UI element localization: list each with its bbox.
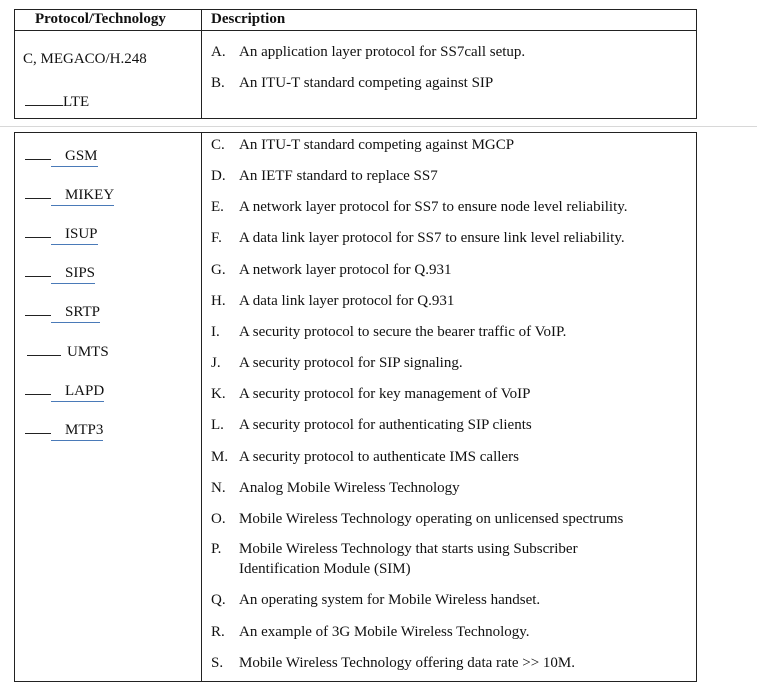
description-letter: A. [211,44,226,60]
top-table [14,9,697,119]
description-letter: G. [211,262,226,278]
bottom-table [14,132,697,682]
description-entry [211,75,493,92]
answer-blank[interactable] [25,184,51,199]
description-letter: K. [211,386,226,402]
protocol-label: SRTP [51,304,100,323]
protocol-entry[interactable] [25,419,103,441]
protocol-entry[interactable] [25,184,114,206]
protocol-label: C, MEGACO/H.248 [23,51,147,67]
description-entry [211,293,454,310]
description-letter: I. [211,324,220,340]
description-entry [211,44,525,61]
answer-blank[interactable] [27,341,61,356]
description-text: A security protocol for key management of VoIP [239,386,531,402]
description-entry [211,511,623,528]
answer-blank[interactable] [25,301,51,316]
description-entry [211,355,463,372]
description-text: A data link layer protocol for SS7 to ensure link level reliability. [239,230,625,246]
description-entry [211,137,514,154]
description-entry [211,449,519,466]
description-letter: E. [211,199,224,215]
description-letter: D. [211,168,226,184]
description-text: A security protocol for authenticating SIP clients [239,417,532,433]
description-entry [211,199,628,216]
description-entry [211,262,451,279]
protocol-header: Protocol/Technology [35,11,166,27]
protocol-label: LAPD [51,383,104,402]
description-text: Analog Mobile Wireless Technology [239,480,460,496]
description-letter: Q. [211,592,226,608]
description-entry [211,541,578,558]
protocol-entry[interactable] [25,145,98,167]
description-entry [211,324,566,341]
description-text: A network layer protocol for SS7 to ensure node level reliability. [239,199,628,215]
description-text: A security protocol to secure the bearer traffic of VoIP. [239,324,567,340]
description-letter: S. [211,655,224,671]
answer-blank[interactable] [25,419,51,434]
description-entry-continuation [239,561,411,578]
description-text: A network layer protocol for Q.931 [239,262,452,278]
column-divider [201,133,202,681]
protocol-label: MIKEY [51,187,114,206]
description-entry [211,386,530,403]
description-letter: P. [211,541,222,557]
description-text: Mobile Wireless Technology operating on unlicensed spectrums [239,511,624,527]
protocol-entry [23,51,147,68]
column-divider [201,10,202,118]
description-letter: B. [211,75,225,91]
protocol-label: ISUP [51,226,98,245]
description-text: Mobile Wireless Technology offering data rate >> 10M. [239,655,576,671]
protocol-entry[interactable] [25,262,95,284]
protocol-entry[interactable] [25,301,100,323]
description-letter: N. [211,480,226,496]
answer-blank[interactable] [25,262,51,277]
description-text: An ITU-T standard competing against SIP [239,75,494,91]
description-letter: F. [211,230,222,246]
protocol-label: LTE [63,94,90,110]
protocol-label: GSM [51,148,98,167]
description-entry [211,592,540,609]
description-text: An operating system for Mobile Wireless handset. [239,592,541,608]
protocol-label: SIPS [51,265,95,284]
protocol-entry[interactable] [25,91,89,111]
protocol-label: UMTS [67,344,109,360]
page-separator [0,126,757,127]
answer-blank[interactable] [25,380,51,395]
description-text: A security protocol to authenticate IMS callers [239,449,519,465]
description-text: A data link layer protocol for Q.931 [239,293,455,309]
protocol-label: MTP3 [51,422,103,441]
description-header: Description [211,11,286,27]
description-letter: O. [211,511,226,527]
description-letter: R. [211,624,225,640]
protocol-entry[interactable] [25,223,98,245]
description-text: Identification Module (SIM) [239,561,411,577]
description-text: An application layer protocol for SS7call setup. [239,44,526,60]
description-letter: L. [211,417,224,433]
answer-blank[interactable] [25,145,51,160]
answer-blank[interactable] [25,223,51,238]
protocol-entry[interactable] [27,341,109,361]
description-text: An IETF standard to replace SS7 [239,168,438,184]
description-letter: J. [211,355,221,371]
header-rule [15,30,696,31]
description-text: A security protocol for SIP signaling. [239,355,463,371]
description-entry [211,480,460,497]
protocol-entry[interactable] [25,380,104,402]
description-entry [211,417,532,434]
description-text: Mobile Wireless Technology that starts using Subscriber [239,541,578,557]
description-entry [211,655,575,672]
answer-blank[interactable] [25,91,63,106]
description-text: An example of 3G Mobile Wireless Technology. [239,624,530,640]
description-letter: H. [211,293,226,309]
description-letter: M. [211,449,229,465]
description-entry [211,168,438,185]
description-text: An ITU-T standard competing against MGCP [239,137,515,153]
description-entry [211,230,625,247]
description-entry [211,624,530,641]
description-letter: C. [211,137,225,153]
